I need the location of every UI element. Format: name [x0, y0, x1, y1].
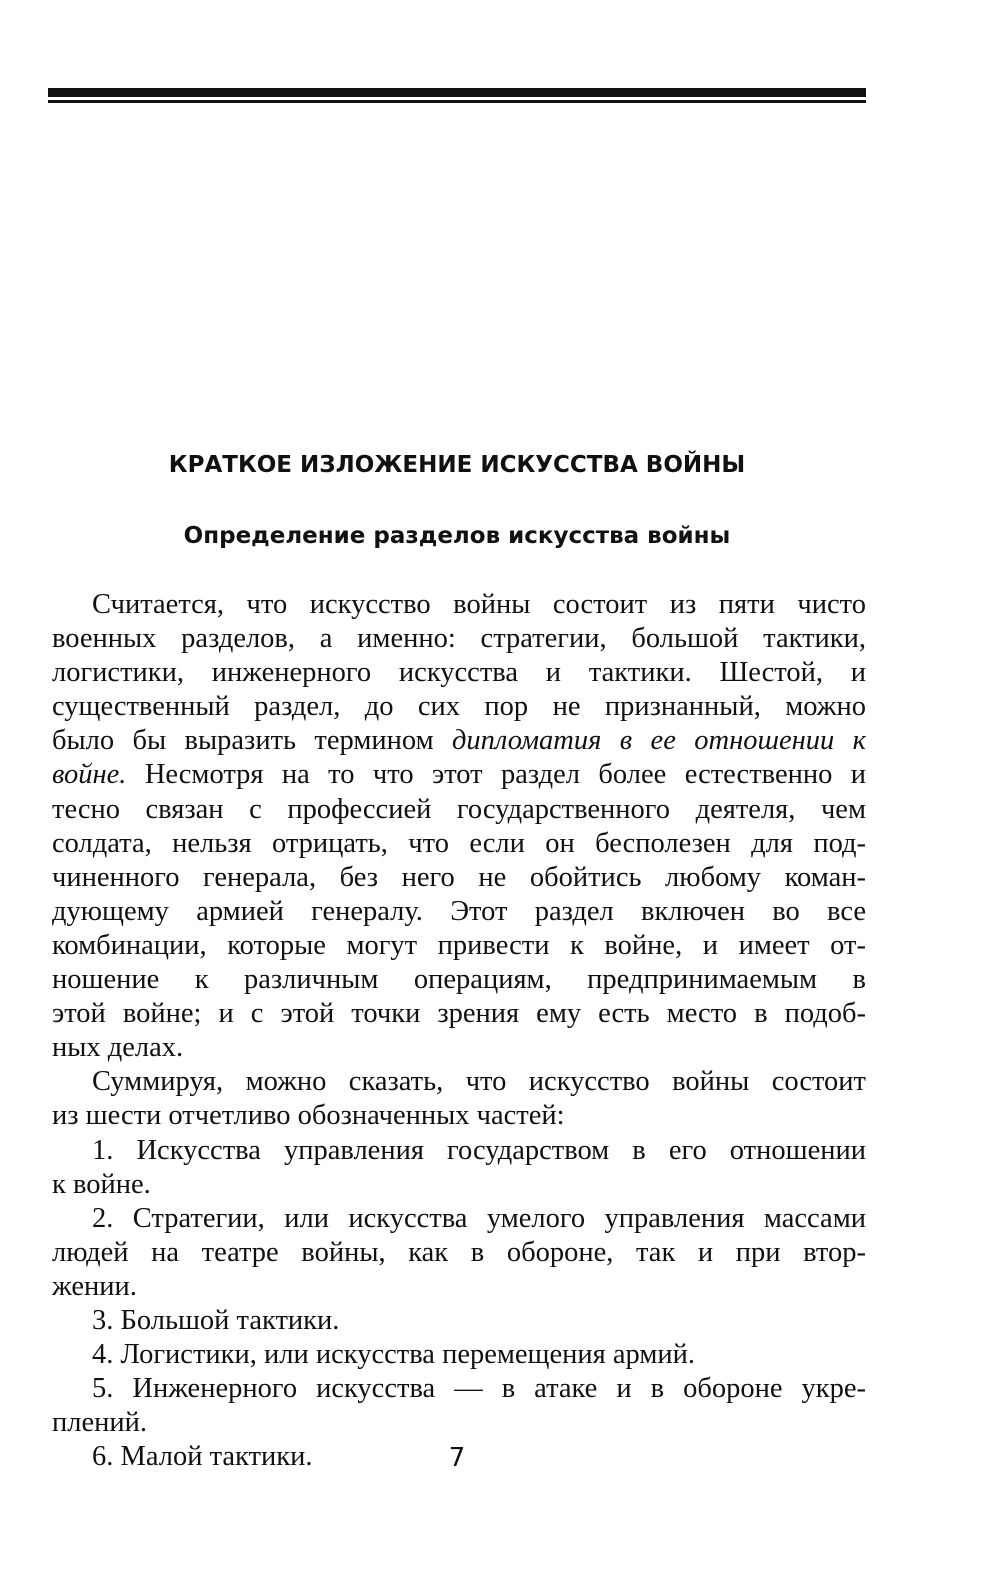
text-line: плений.	[52, 1407, 148, 1439]
body-text	[52, 588, 866, 1474]
text-line: из шести отчетливо обозначенных частей:	[52, 1100, 565, 1132]
list-item-6: 6. Малой тактики.	[92, 1441, 313, 1473]
text-line: людей на театре войны, как в обороне, так и при втор-	[52, 1236, 866, 1268]
text-line: к войне.	[52, 1168, 151, 1200]
text-line: солдата, нельзя отрицать, что если он бесполезен для под-	[52, 827, 866, 859]
text-line: Суммируя, можно сказать, что искусство войны состоит	[92, 1066, 866, 1098]
italic-term-end: войне.	[52, 759, 127, 791]
list-item-3: 3. Большой тактики.	[92, 1304, 340, 1336]
list-item-5: 5. Инженерного искусства — в атаке и в обороне укре-	[92, 1373, 866, 1405]
text-line: этой войне; и с этой точки зрения ему есть место в подоб-	[52, 998, 866, 1030]
header-rule-thin	[48, 100, 866, 103]
text-line: чиненного генерала, без него не обойтись любому коман-	[52, 861, 866, 893]
text-line: жении.	[52, 1270, 137, 1302]
text-line-start: было бы выразить термином	[52, 725, 453, 757]
list-item-1: 1. Искусства управления государством в его отношении	[92, 1134, 866, 1166]
text-line: дующему армией генералу. Этот раздел включен во все	[52, 895, 866, 927]
text-line-rest: Несмотря на то что этот раздел более естественно и	[126, 759, 866, 791]
list-item-2: 2. Стратегии, или искусства умелого управления массами	[92, 1202, 866, 1234]
text-line: тесно связан с профессией государственного деятеля, чем	[52, 793, 866, 825]
page-number: 7	[448, 1443, 466, 1473]
text-line: военных разделов, а именно: стратегии, большой тактики,	[52, 623, 866, 655]
text-line: логистики, инженерного искусства и тактики. Шестой, и	[52, 657, 866, 689]
text-line	[52, 724, 866, 758]
text-line: существенный раздел, до сих пор не признанный, можно	[52, 691, 866, 723]
text-line	[52, 758, 866, 792]
list-item-4: 4. Логистики, или искусства перемещения армий.	[92, 1339, 696, 1371]
header-rule-thick	[48, 88, 866, 97]
text-line: ных делах.	[52, 1032, 184, 1064]
text-line: комбинации, которые могут привести к войне, и имеет от-	[52, 929, 866, 961]
chapter-title: КРАТКОЕ ИЗЛОЖЕНИЕ ИСКУССТВА ВОЙНЫ	[168, 452, 746, 478]
text-line: Считается, что искусство войны состоит из пяти чисто	[92, 589, 866, 620]
italic-term: дипломатия в ее отношении к	[452, 725, 866, 757]
text-line: ношение к различным операциям, предпринимаемым в	[52, 964, 866, 996]
section-title: Определение разделов искусства войны	[183, 523, 731, 549]
